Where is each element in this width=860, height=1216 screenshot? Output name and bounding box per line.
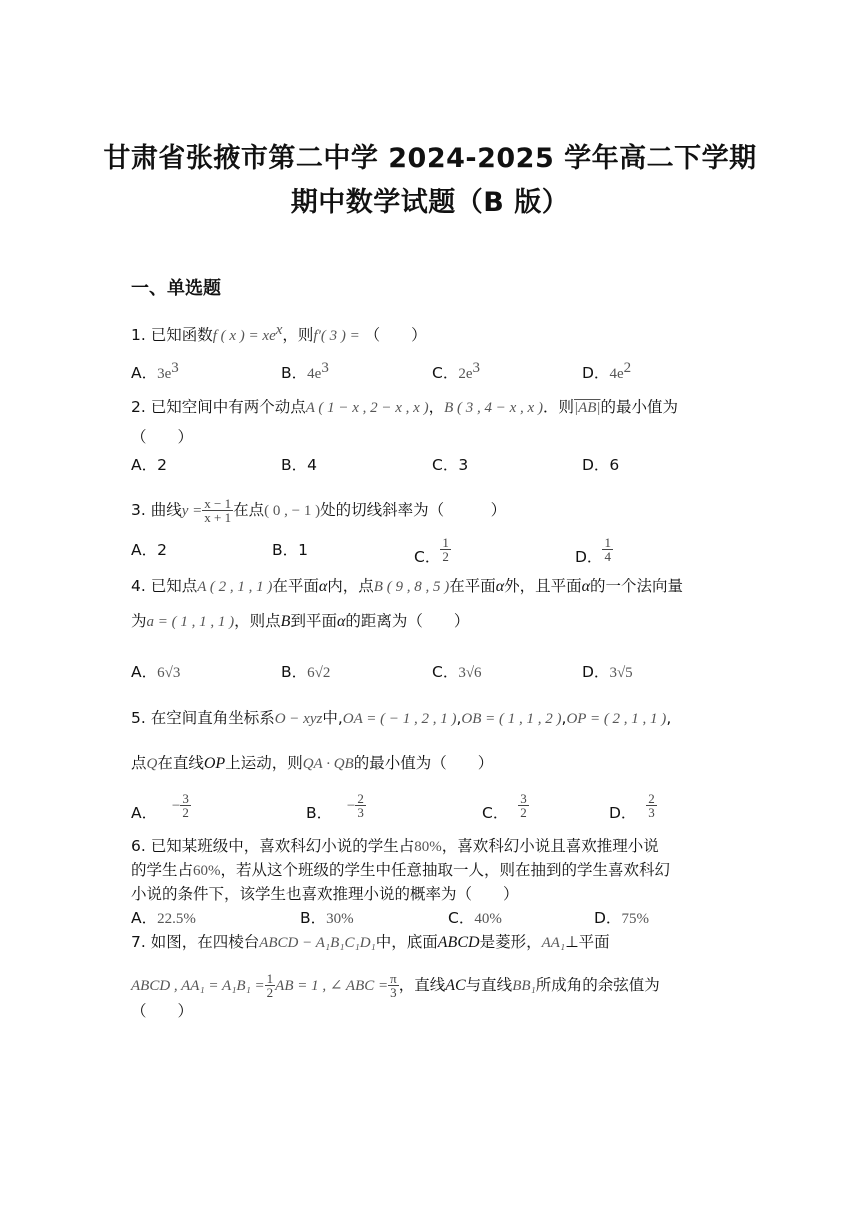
q2-point-a: A ( 1 − x , 2 − x , x ) — [305, 400, 429, 416]
q2-option-a: A．2 — [131, 456, 167, 474]
q6-option-d: D．75% — [594, 909, 649, 927]
q4-normal-vector: a = ( 1 , 1 , 1 ) — [146, 614, 235, 630]
q7-solid: ABCD − A₁B₁C₁D₁ — [259, 935, 376, 951]
question-3: 3. 曲线y = $\frac{x - 1}{x + 1}$ 在点( 0 , − 1 )处的切线斜率为（ ） — [131, 496, 507, 525]
q3-option-a: A．2 — [131, 541, 167, 559]
question-7: 7. 如图，在四棱台ABCD − A₁B₁C₁D₁中，底面ABCD是菱形，AA₁⊥平面 — [131, 933, 610, 951]
question-6-line-3: 小说的条件下，该学生也喜欢推理小说的概率为（ ） — [131, 885, 519, 903]
question-7-line-2: ABCD , AA₁ = A₁B₁ = $\frac{1}{2}$ AB = 1 , ∠ ABC = $\frac{\pi}{3}$ ，直线AC与直线BB₁所成角的余弦值为 — [131, 971, 660, 1000]
q1-option-b: B．$4e^3$ — [281, 360, 329, 383]
q1-function: f ( x ) = xe — [212, 328, 276, 345]
question-4-line-2: 为a = ( 1 , 1 , 1 )，则点B到平面α的距离为（ ） — [131, 612, 470, 630]
q1-then: ，则 — [282, 326, 314, 345]
q2-paren: （ ） — [131, 428, 194, 446]
q3-y: y = — [181, 503, 203, 519]
q1-exp: x — [275, 322, 283, 338]
question-4: 4. 已知点A ( 2 , 1 , 1 )在平面α内，点B ( 9 , 8 , 5 )在平面α外，且平面α的一个法向量 — [131, 577, 684, 595]
q5-vector-ob: OB = ( 1 , 1 , 2 ) — [461, 711, 562, 727]
q2-option-d: D．6 — [582, 456, 620, 474]
q2-point-b: B ( 3 , 4 − x , x ) — [444, 400, 543, 416]
q5-option-b: B． − $\frac{2}{3}$ — [306, 791, 364, 822]
q4-option-a: A．6√3 — [131, 663, 181, 681]
question-6-line-2: 的学生占60%，若从这个班级的学生中任意抽取一人，则在抽到的学生喜欢科幻 — [131, 861, 671, 879]
q6-option-c: C．40% — [448, 909, 502, 927]
q5-dot-product: QA · QB — [302, 756, 354, 772]
q1-option-c: C．$2e^3$ — [432, 360, 480, 383]
q2-vector-ab: |AB| — [573, 400, 601, 416]
q2-option-c: C．3 — [432, 456, 469, 474]
q5-vector-oa: OA = ( − 1 , 2 , 1 ) — [342, 711, 457, 727]
q4-point-b: B ( 9 , 8 , 5 ) — [373, 579, 450, 595]
question-6: 6. 已知某班级中，喜欢科幻小说的学生占80%，喜欢科幻小说且喜欢推理小说 — [131, 837, 659, 855]
q3-point: ( 0 , − 1 ) — [264, 503, 321, 519]
q5-vector-op: OP = ( 2 , 1 , 1 ) — [566, 711, 667, 727]
q3-option-d: D． $\frac{1}{4}$ — [575, 535, 611, 566]
q3-option-c: C． $\frac{1}{2}$ — [414, 535, 449, 566]
q5-option-c: C． $\frac{3}{2}$ — [482, 791, 527, 822]
q4-option-d: D．3√5 — [582, 663, 633, 681]
q4-option-c: C．3√6 — [432, 663, 482, 681]
q1-option-d: D．$4e^2$ — [582, 360, 632, 383]
q5-coord-system: O − xyz — [274, 711, 323, 727]
title-line-2: 期中数学试题（B 版） — [290, 187, 570, 218]
q5-option-d: D． $\frac{2}{3}$ — [609, 791, 655, 822]
q4-point-a: A ( 2 , 1 , 1 ) — [197, 579, 273, 595]
q4-option-b: B．6√2 — [281, 663, 331, 681]
q6-option-a: A．22.5% — [131, 909, 196, 927]
q3-option-b: B．1 — [272, 541, 308, 559]
question-2: 2. 已知空间中有两个动点A ( 1 − x , 2 − x , x )，B ( 3 , 4 − x , x )．则|AB|的最小值为 — [131, 398, 679, 416]
question-1 — [131, 320, 427, 346]
q1-derivative: f′( 3 ) = — [313, 328, 360, 345]
q7-paren: （ ） — [131, 1002, 194, 1020]
question-5: 5. 在空间直角坐标系O − xyz中,OA = ( − 1 , 2 , 1 ),OB = ( 1 , 1 , 2 ),OP = ( 2 , 1 , 1 ), — [131, 709, 672, 727]
q1-option-a: A．$3e^3$ — [131, 360, 179, 383]
q5-option-a: A． − $\frac{3}{2}$ — [131, 791, 189, 822]
section-heading: 一、单选题 — [131, 278, 221, 299]
q1-text: 1. 已知函数 — [131, 326, 213, 345]
title-line-1: 甘肃省张掖市第二中学 2024-2025 学年高二下学期 — [103, 143, 757, 174]
q2-option-b: B．4 — [281, 456, 317, 474]
q6-option-b: B．30% — [300, 909, 354, 927]
q3-fraction: $\frac{x - 1}{x + 1}$ — [204, 496, 232, 525]
q1-paren: （ ） — [359, 326, 427, 345]
question-5-line-2: 点Q在直线OP上运动，则QA · QB的最小值为（ ） — [131, 754, 494, 772]
